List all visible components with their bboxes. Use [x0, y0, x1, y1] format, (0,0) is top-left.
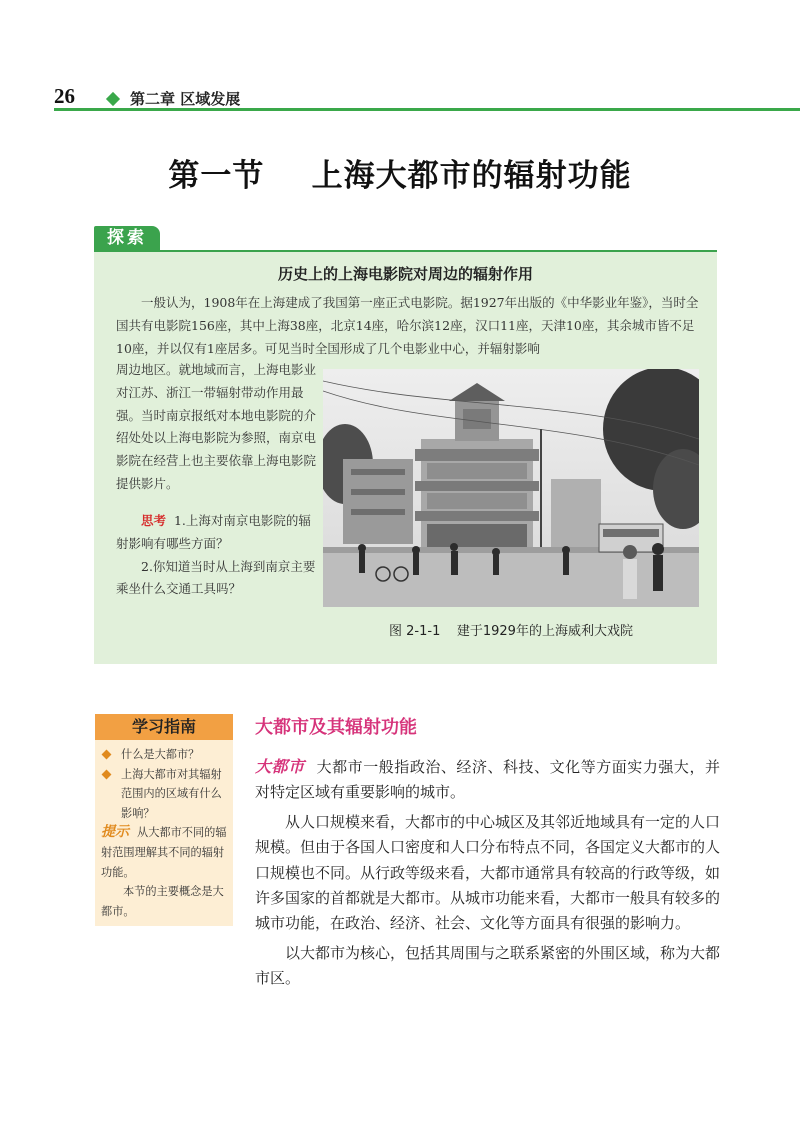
- theatre-photo-illustration: [323, 369, 699, 607]
- guide-question-2-text: 上海大都市对其辐射范围内的区域有什么影响？: [121, 767, 222, 820]
- definition-paragraph: [255, 754, 720, 806]
- guide-question-1-text: 什么是大都市？: [121, 748, 200, 761]
- header-rule: [54, 108, 800, 111]
- tip-text: 从大都市不同的辐射范围理解其不同的辐射功能。: [101, 826, 227, 879]
- body-paragraph: 以大都市为核心，包括其周围与之联系紧密的外围区域，称为大都市区。: [255, 943, 721, 988]
- think-questions: [116, 510, 316, 601]
- explore-paragraph: 一般认为，1908年在上海建成了我国第一座正式电影院。据1927年出版的《中华影业年鉴》，当时全国共有电影院156座，其中上海38座，北京14座，哈尔滨12座，汉口11座，天津10座，其余城市皆不足10座，并以仅有1座居多。可见当时全国形成了几个电影业中心，并辐射影响: [116, 295, 699, 357]
- body-paragraph: 从人口规模来看，大都市的中心城区及其邻近地域具有一定的人口规模。但由于各国人口密度和人口分布特点不同，各国定义大都市的人口规模也不同。从行政等级来看，大都市通常具有较高的行政等级，如许多国家的首都就是大都市。从城市功能来看，大都市一般具有较多的城市功能，在政治、经济、社会、文化等方面具有很强的影响力。: [255, 812, 721, 933]
- think-question-1-text: 1.上海对南京电影院的辐射影响有哪些方面？: [116, 513, 311, 551]
- think-question-2: 2.你知道当时从上海到南京主要乘坐什么交通工具吗？: [116, 558, 316, 597]
- tip-label: 提示: [101, 824, 129, 841]
- section-title: 第一节 上海大都市的辐射功能: [168, 158, 632, 194]
- theatre-photo: [323, 369, 699, 607]
- diamond-icon: [106, 92, 120, 106]
- study-guide-content: [101, 745, 231, 921]
- guide-question-1: [101, 745, 231, 765]
- think-label: 思考: [141, 513, 167, 528]
- diamond-bullet-icon: [102, 769, 112, 779]
- explore-title: 历史上的上海电影院对周边的辐射作用: [277, 265, 533, 283]
- study-guide-title: 学习指南: [95, 714, 233, 740]
- explore-tag: 探索: [94, 226, 160, 251]
- guide-tip: [101, 823, 231, 882]
- chapter-header: 第二章 区域发展: [130, 90, 241, 108]
- explore-paragraph-continued: 周边地区。就地域而言，上海电影业对江苏、浙江一带辐射带动作用最强。当时南京报纸对本地电影院的介绍处处以上海电影院为参照，南京电影院在经营上也主要依靠上海电影院提供影片。: [116, 362, 317, 491]
- term-label: 大都市: [255, 757, 305, 776]
- body-text: [255, 754, 720, 996]
- page-number: 26: [54, 84, 75, 108]
- definition-text: 大都市一般指政治、经济、科技、文化等方面实力强大，并对特定区域有重要影响的城市。: [255, 758, 720, 802]
- think-question-1: [116, 510, 316, 556]
- subsection-title: 大都市及其辐射功能: [255, 717, 417, 738]
- diamond-bullet-icon: [102, 750, 112, 760]
- photo-caption: 图 2-1-1 建于1929年的上海威利大戏院: [389, 624, 633, 639]
- guide-concept: 本节的主要概念是大都市。: [101, 885, 224, 918]
- guide-question-2: [101, 765, 231, 824]
